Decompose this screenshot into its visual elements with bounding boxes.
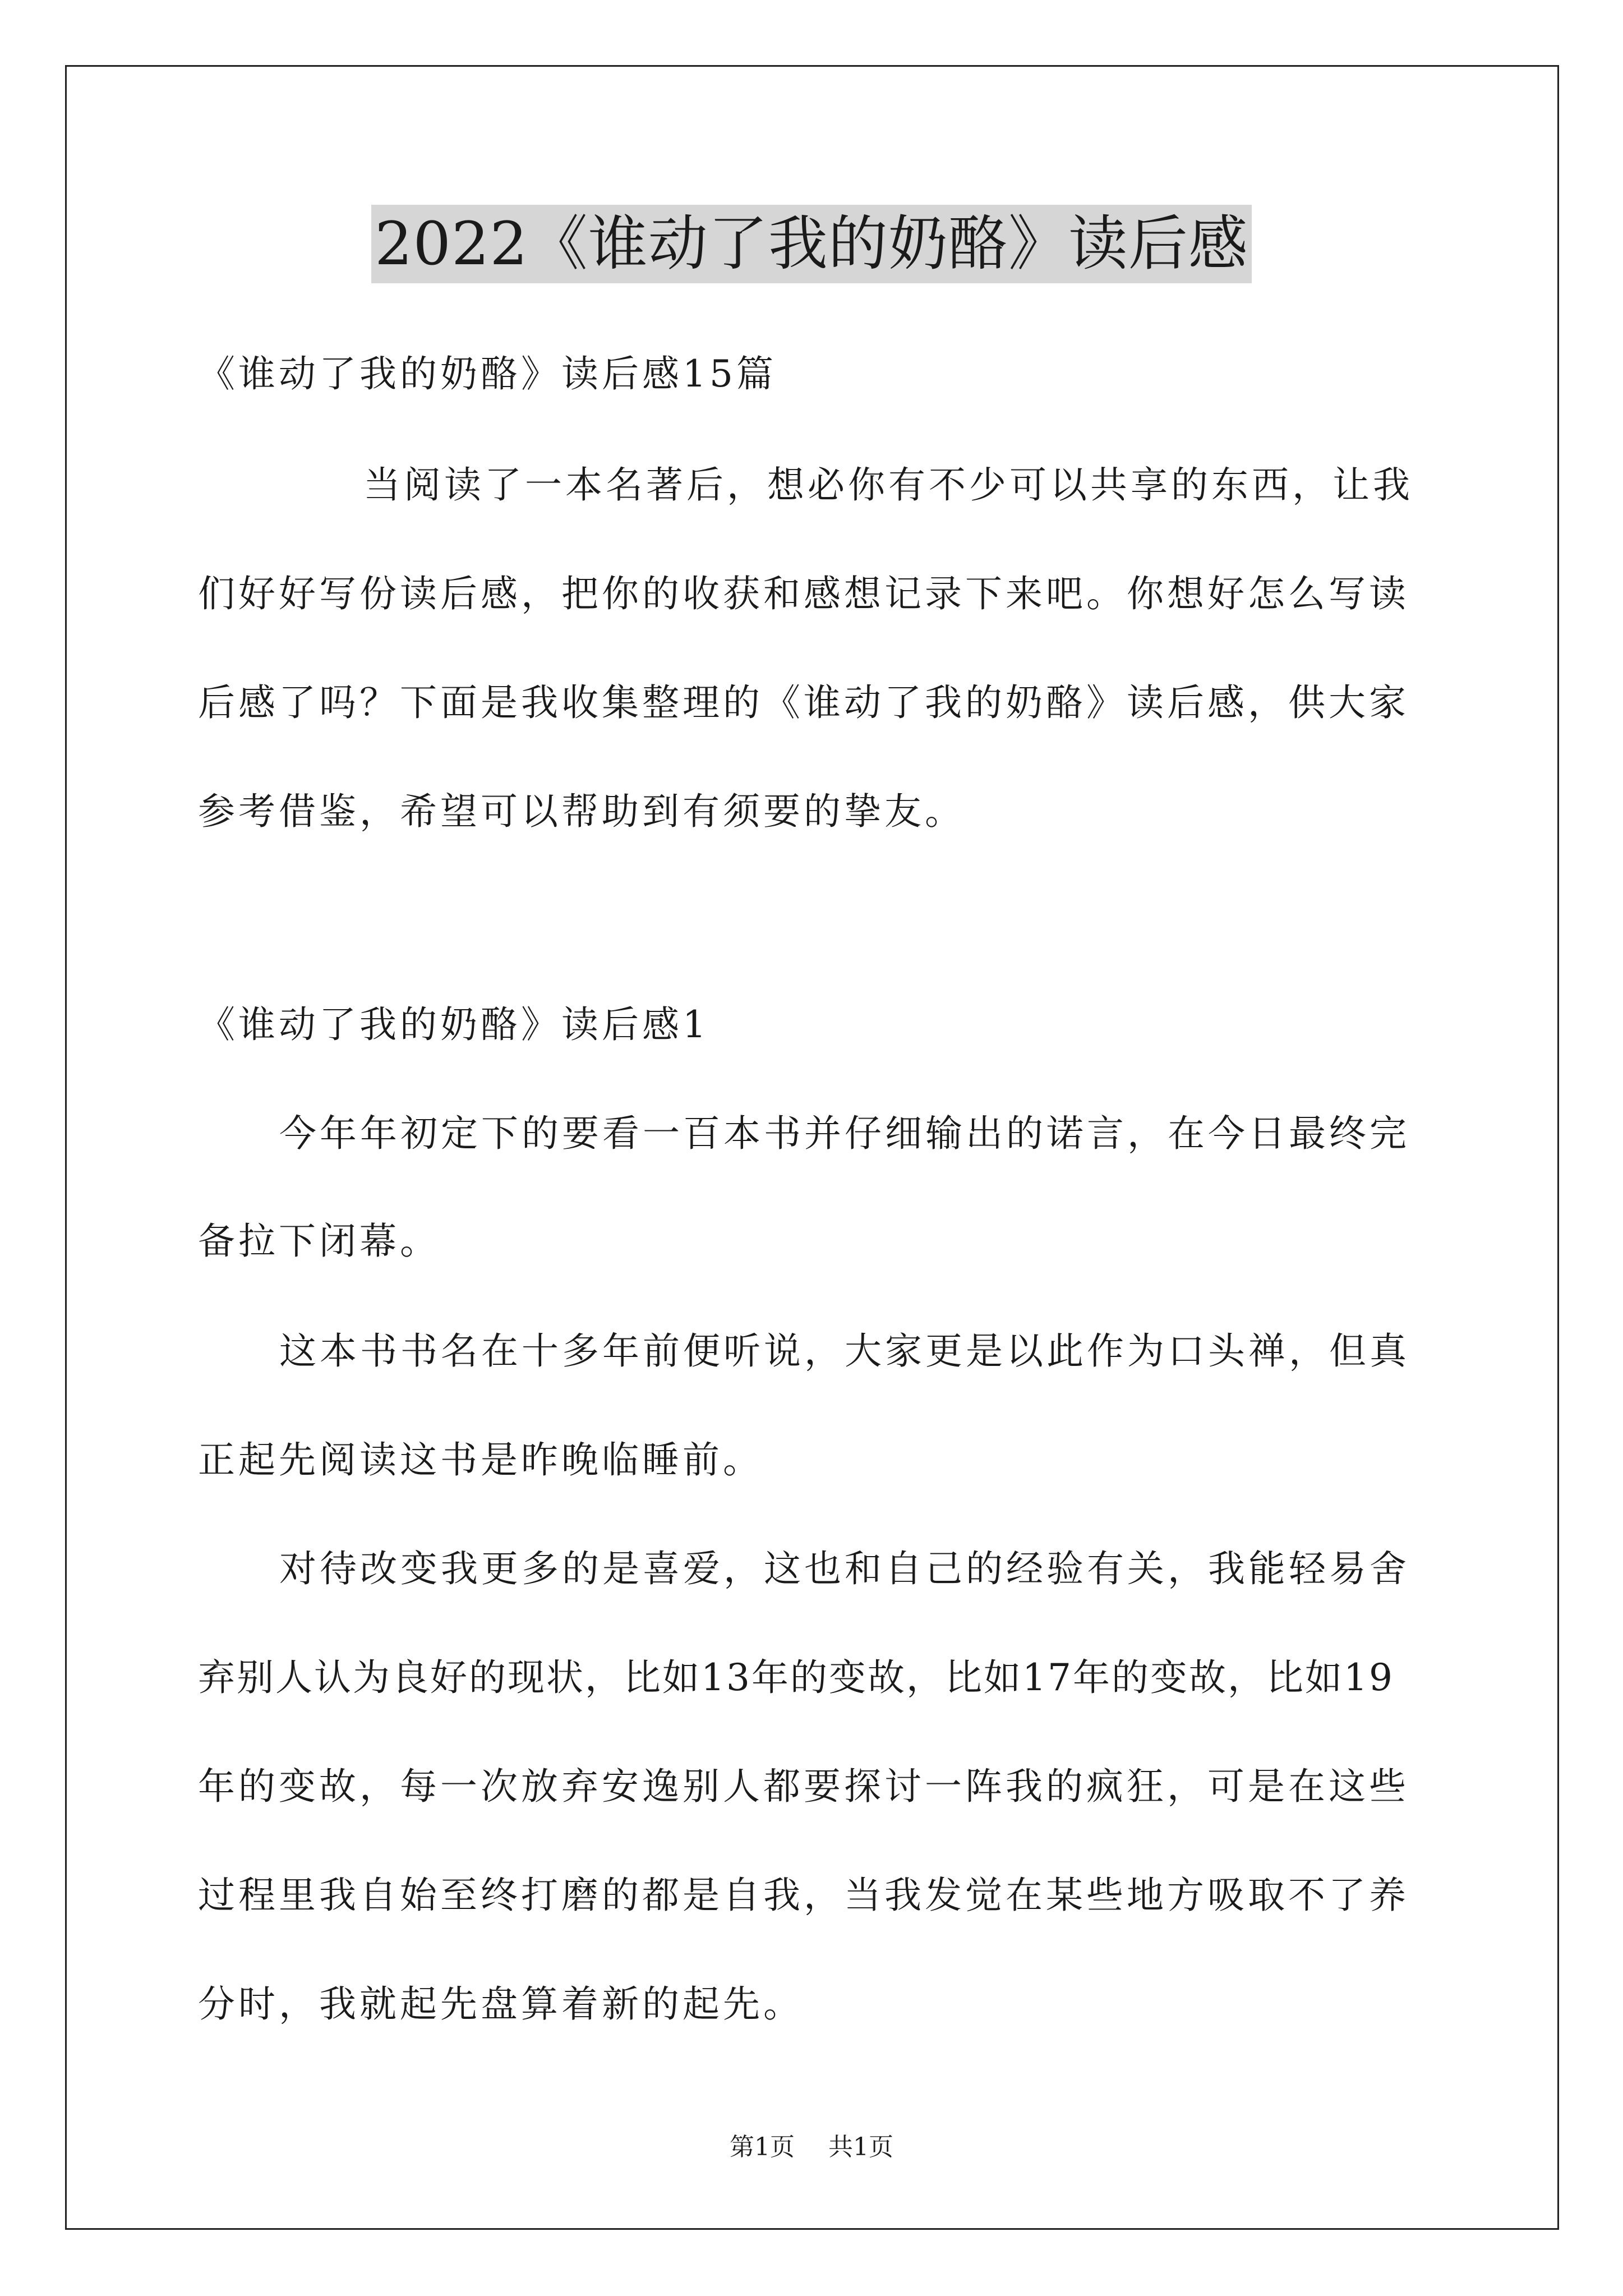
paragraph-3-line-1: 对待改变我更多的是喜爱，这也和自己的经验有关，我能轻易舍 [279, 1547, 1410, 1590]
paragraph-1-line-1: 今年年初定下的要看一百本书并仔细输出的诺言，在今日最终完 [279, 1112, 1410, 1155]
intro-line-1: 当阅读了一本名著后，想必你有不少可以共享的东西，让我 [363, 463, 1413, 507]
page-number-current: 第1页 [730, 2133, 795, 2161]
section-heading: 《谁动了我的奶酪》读后感1 [198, 1003, 709, 1046]
intro-line-2: 们好好写份读后感，把你的收获和感想记录下来吧。你想好怎么写读 [198, 572, 1409, 615]
page-number-total: 共1页 [828, 2133, 893, 2161]
page-footer [0, 2131, 1623, 2164]
paragraph-2-line-2: 正起先阅读这书是昨晚临睡前。 [198, 1438, 763, 1481]
document-title: 2022《谁动了我的奶酪》读后感 [371, 205, 1252, 283]
document-subtitle: 《谁动了我的奶酪》读后感15篇 [198, 352, 777, 395]
paragraph-3-line-2: 弃别人认为良好的现状，比如13年的变故，比如17年的变故，比如19 [198, 1656, 1394, 1699]
title-container [0, 205, 1623, 283]
paragraph-3-line-5: 分时，我就起先盘算着新的起先。 [198, 1982, 804, 2026]
intro-line-4: 参考借鉴，希望可以帮助到有须要的挚友。 [198, 790, 965, 833]
paragraph-3-line-3: 年的变故，每一次放弃安逸别人都要探讨一阵我的疯狂，可是在这些 [198, 1765, 1409, 1808]
paragraph-2-line-1: 这本书书名在十多年前便听说，大家更是以此作为口头禅，但真 [279, 1329, 1410, 1373]
paragraph-1-line-2: 备拉下闭幕。 [198, 1220, 440, 1263]
paragraph-3-line-4: 过程里我自始至终打磨的都是自我，当我发觉在某些地方吸取不了养 [198, 1874, 1409, 1917]
intro-line-3: 后感了吗？下面是我收集整理的《谁动了我的奶酪》读后感，供大家 [198, 681, 1409, 724]
